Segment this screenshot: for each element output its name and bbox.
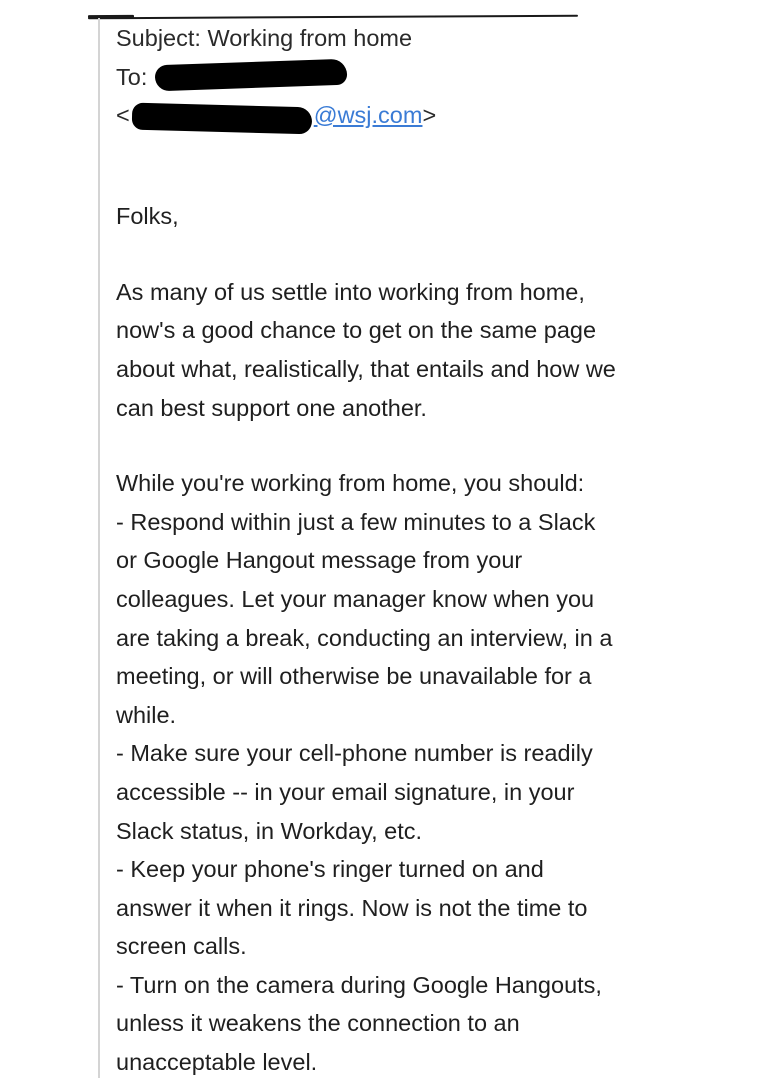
email-address-open: < [116,101,130,128]
guideline-line: unless it weakens the connection to an [116,1010,520,1037]
intro-line: about what, realistically, that entails and how we [116,355,616,382]
email-to-line [116,58,746,96]
redacted-recipient-name [155,59,348,92]
email-left-border [98,18,100,1078]
email-address-link[interactable]: @wsj.com [313,101,423,128]
guideline-line: are taking a break, conducting an interview, in a [116,624,613,651]
email-to-label: To: [116,63,148,90]
guideline-line: screen calls. [116,933,247,960]
guideline-line: While you're working from home, you should: [116,470,585,497]
email-intro-paragraph [116,273,746,427]
redacted-recipient-address [131,103,312,135]
guideline-line: colleagues. Let your manager know when you [116,585,595,612]
guideline-line: Slack status, in Workday, etc. [116,817,423,844]
guideline-line: - Make sure your cell-phone number is readily [116,740,593,767]
intro-line: now's a good chance to get on the same page [116,317,597,344]
email-subject: Subject: Working from home [116,25,413,51]
guideline-line: or Google Hangout message from your [116,547,523,574]
email-address-line [116,96,746,135]
guideline-line: - Turn on the camera during Google Hangouts, [116,971,602,998]
intro-line: can best support one another. [116,394,427,421]
email-content [116,19,746,1082]
email-address-close: > [422,101,437,128]
email-greeting: Folks, [116,203,179,230]
guideline-line: accessible -- in your email signature, in your [116,778,575,805]
email-guidelines-list [116,464,746,1082]
guideline-line: meeting, or will otherwise be unavailable for a [116,663,592,690]
guideline-line: - Respond within just a few minutes to a Slack [116,508,596,535]
guideline-line: - Keep your phone's ringer turned on and [116,856,544,883]
guideline-line: while. [116,701,177,728]
guideline-line: unacceptable level. [116,1049,318,1076]
guideline-line: answer it when it rings. Now is not the time to [116,894,588,921]
intro-line: As many of us settle into working from home, [116,278,585,305]
